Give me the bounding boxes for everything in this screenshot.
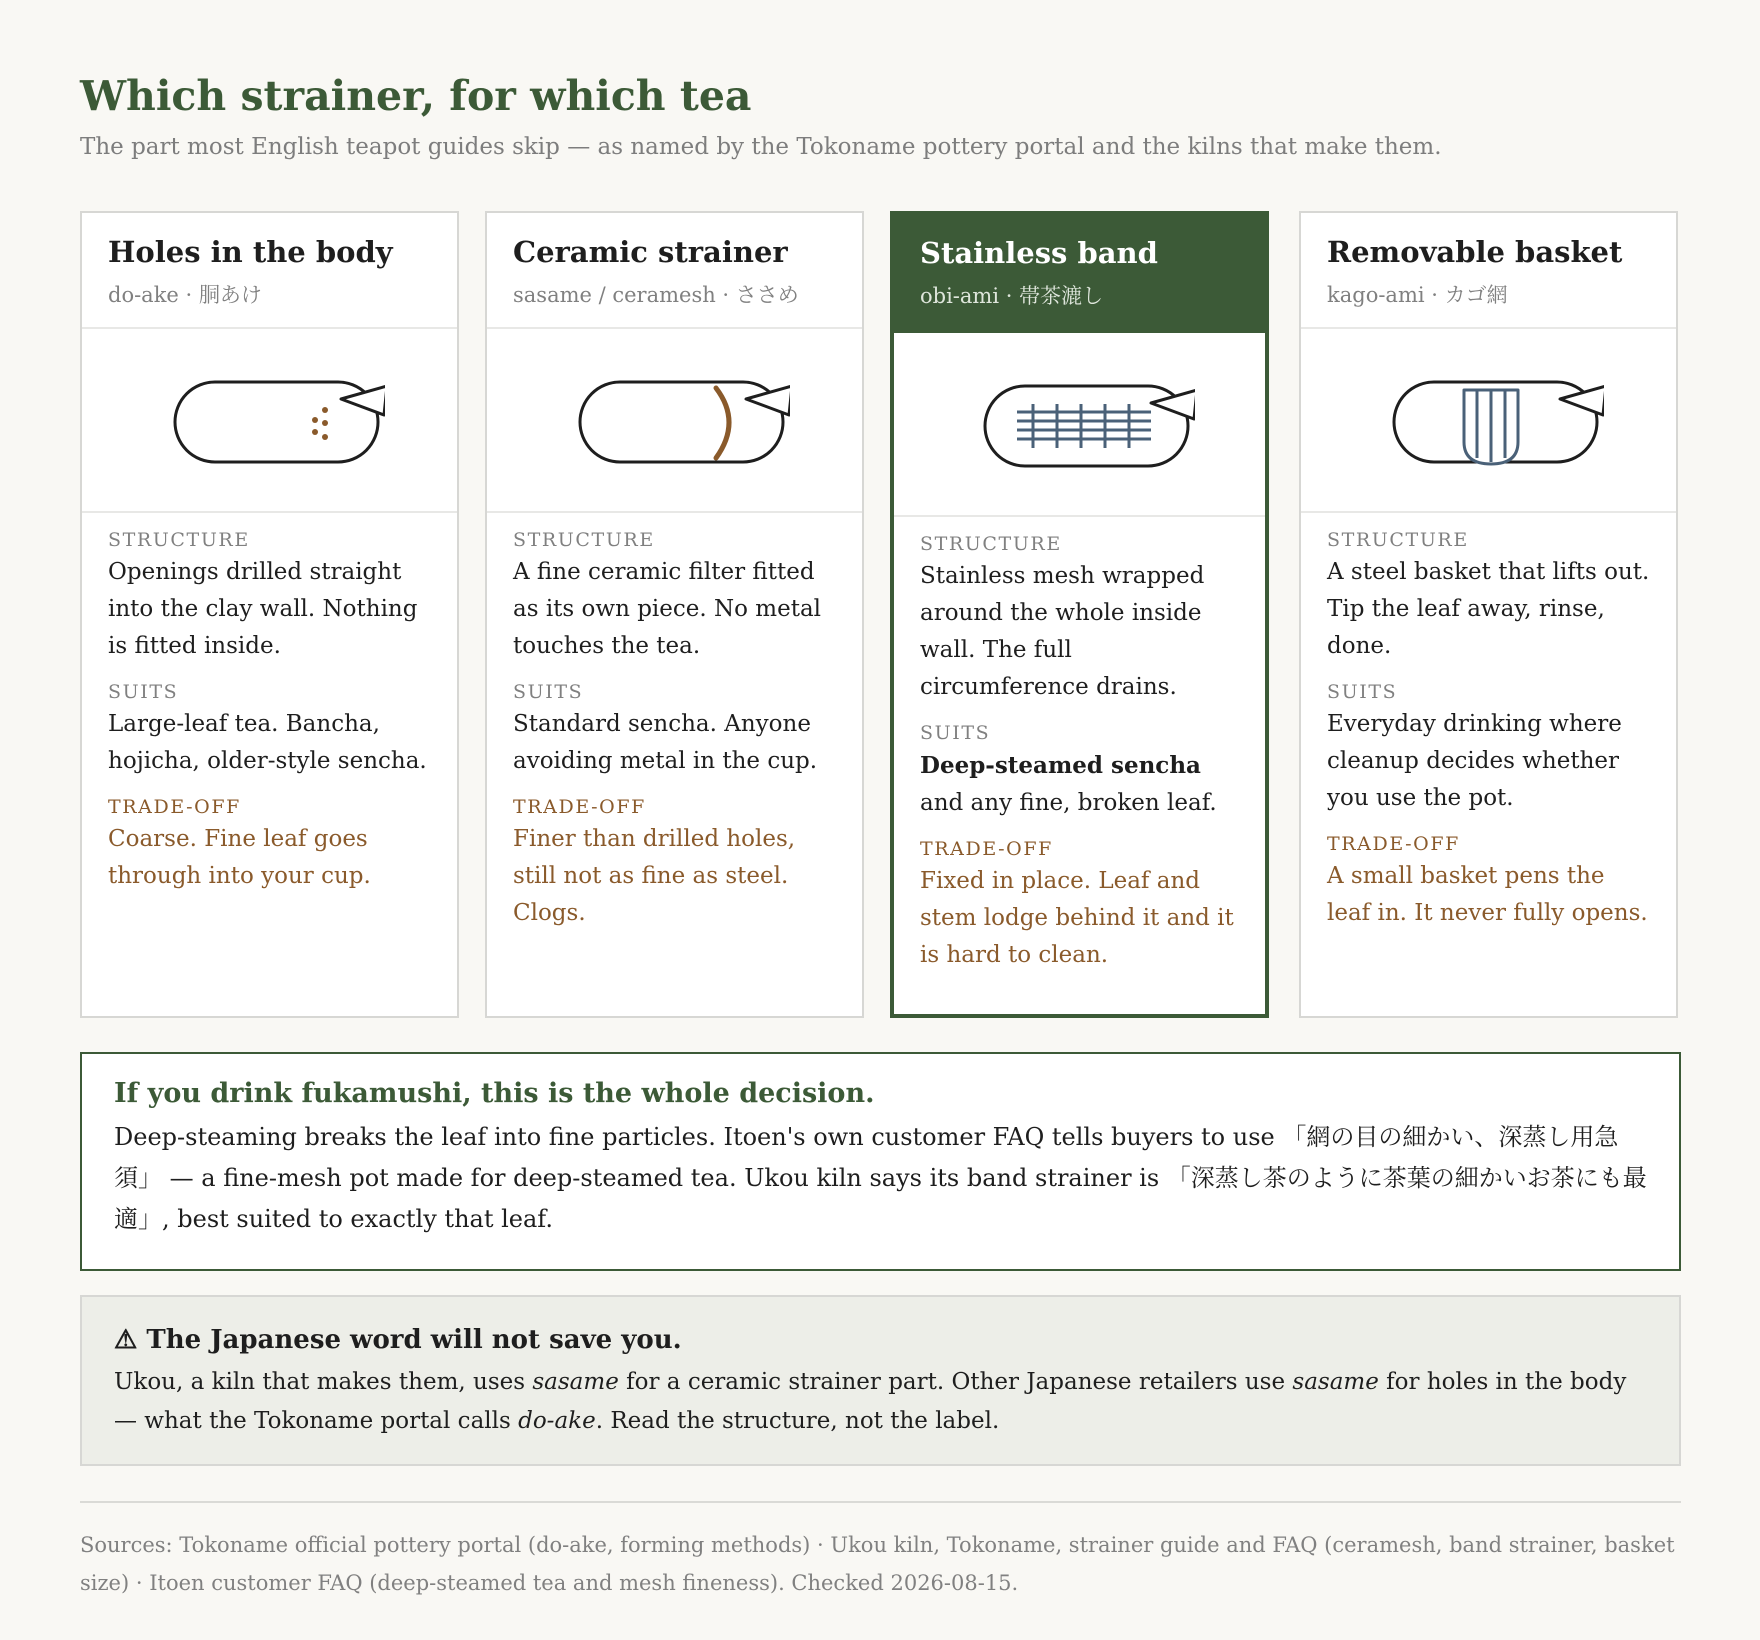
card-body xyxy=(487,513,862,932)
card-header xyxy=(82,213,457,329)
card-title: Ceramic strainer xyxy=(513,235,788,269)
term-do-ake: do-ake xyxy=(518,1408,596,1434)
teapot-holes-icon xyxy=(155,360,385,480)
tradeoff-label: TRADE-OFF xyxy=(920,838,1053,860)
card-illustration xyxy=(82,329,457,513)
tradeoff-label: TRADE-OFF xyxy=(513,796,646,818)
card-subtitle: do-ake · 胴あけ xyxy=(108,283,262,307)
card-body xyxy=(894,517,1265,974)
decision-title: If you drink fukamushi, this is the whole decision. xyxy=(114,1078,875,1109)
tradeoff-text: A small basket pens the leaf in. It never fully opens. xyxy=(1327,863,1648,926)
tradeoff-text: Finer than drilled holes, still not as fine as steel. Clogs. xyxy=(513,826,796,926)
tradeoff-label: TRADE-OFF xyxy=(1327,833,1460,855)
card-title: Holes in the body xyxy=(108,235,393,269)
structure-text: Stainless mesh wrapped around the whole inside wall. The full circumference drains. xyxy=(920,563,1205,700)
tradeoff-label: TRADE-OFF xyxy=(108,796,241,818)
structure-label: STRUCTURE xyxy=(108,529,250,551)
structure-label: STRUCTURE xyxy=(1327,529,1469,551)
card-title: Removable basket xyxy=(1327,235,1623,269)
suits-rest: and any fine, broken leaf. xyxy=(920,790,1217,816)
warning-text-part: . Read the structure, not the label. xyxy=(595,1408,1000,1434)
card-illustration xyxy=(1301,329,1676,513)
decision-callout xyxy=(80,1052,1681,1271)
warning-text-part: Ukou, a kiln that makes them, uses xyxy=(114,1369,533,1395)
term-sasame: sasame xyxy=(532,1369,619,1395)
card-subtitle: kago-ami · カゴ網 xyxy=(1327,283,1508,307)
decision-text: Deep-steaming breaks the leaf into fine particles. Itoen's own customer FAQ tells buyers to use 「網の目の細かい、深蒸し用急須」 — a fine-mesh pot made for deep-steamed tea. Ukou kiln says its band strainer is 「深蒸し茶のように茶葉の細かいお茶にも最適」, best suited to exactly that leaf. xyxy=(114,1123,1647,1233)
suits-label: SUITS xyxy=(108,681,179,703)
card-removable-basket xyxy=(1299,211,1678,1018)
teapot-band-strainer-icon xyxy=(965,364,1195,484)
divider xyxy=(80,1501,1681,1503)
card-subtitle: obi-ami · 帯茶漉し xyxy=(920,284,1104,308)
card-holes-in-body xyxy=(80,211,459,1018)
warning-callout xyxy=(80,1295,1681,1466)
structure-label: STRUCTURE xyxy=(920,533,1062,555)
teapot-basket-icon xyxy=(1374,360,1604,480)
card-subtitle: sasame / ceramesh · ささめ xyxy=(513,283,799,307)
warning-text-part: for a ceramic strainer part. Other Japanese retailers use xyxy=(618,1369,1293,1395)
term-sasame: sasame xyxy=(1292,1369,1379,1395)
page-title: Which strainer, for which tea xyxy=(80,72,752,120)
suits-label: SUITS xyxy=(513,681,584,703)
card-illustration xyxy=(894,333,1265,517)
teapot-ceramic-strainer-icon xyxy=(560,360,790,480)
card-stainless-band xyxy=(890,211,1269,1018)
suits-text xyxy=(920,747,1239,822)
card-title: Stainless band xyxy=(920,236,1158,270)
card-body xyxy=(1301,513,1676,932)
suits-text: Large-leaf tea. Bancha, hojicha, older-style sencha. xyxy=(108,711,427,774)
card-ceramic-strainer xyxy=(485,211,864,1018)
warning-text-part: for holes in the body — what the Tokoname portal calls xyxy=(114,1369,1627,1434)
suits-label: SUITS xyxy=(1327,681,1398,703)
tradeoff-text: Coarse. Fine leaf goes through into your cup. xyxy=(108,826,371,889)
sources-footnote: Sources: Tokoname official pottery portal (do-ake, forming methods) · Ukou kiln, Tokoname, strainer guide and FAQ (ceramesh, band strainer, basket size) · Itoen customer FAQ (deep-steamed tea and mesh fineness). Checked 2026-08-15. xyxy=(80,1533,1675,1595)
card-header xyxy=(487,213,862,329)
structure-label: STRUCTURE xyxy=(513,529,655,551)
tradeoff-text: Fixed in place. Leaf and stem lodge behind it and it is hard to clean. xyxy=(920,868,1234,968)
card-body xyxy=(82,513,457,895)
warning-title: ⚠ The Japanese word will not save you. xyxy=(114,1325,682,1355)
warning-text xyxy=(114,1363,1647,1441)
suits-label: SUITS xyxy=(920,722,991,744)
card-header xyxy=(894,215,1265,333)
page-subtitle: The part most English teapot guides skip — as named by the Tokoname pottery portal and the kilns that make them. xyxy=(80,134,1442,160)
structure-text: Openings drilled straight into the clay wall. Nothing is fitted inside. xyxy=(108,559,418,659)
card-illustration xyxy=(487,329,862,513)
suits-text: Standard sencha. Anyone avoiding metal in the cup. xyxy=(513,711,818,774)
card-header xyxy=(1301,213,1676,329)
structure-text: A steel basket that lifts out. Tip the leaf away, rinse, done. xyxy=(1327,559,1650,659)
suits-text: Everyday drinking where cleanup decides whether you use the pot. xyxy=(1327,711,1622,811)
suits-highlight: Deep-steamed sencha xyxy=(920,752,1201,779)
structure-text: A fine ceramic filter fitted as its own piece. No metal touches the tea. xyxy=(513,559,822,659)
